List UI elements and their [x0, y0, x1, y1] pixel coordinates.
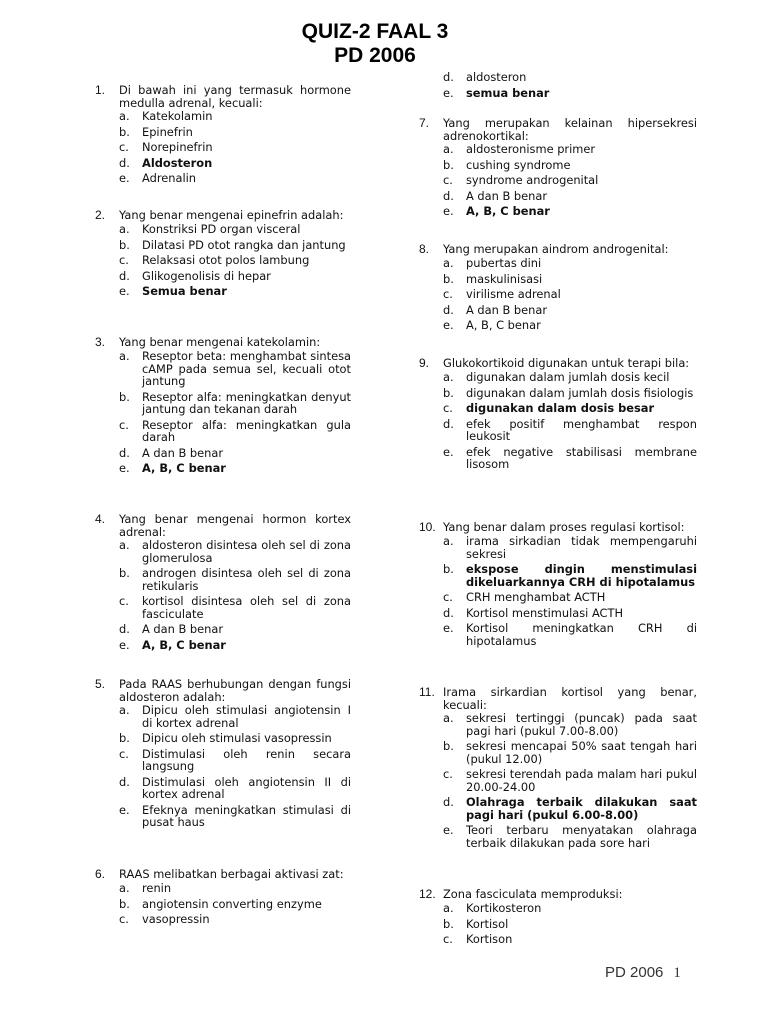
- option-letter: d.: [443, 70, 454, 84]
- option-letter: d.: [443, 605, 454, 620]
- question-text: Yang merupakan aindrom androgenital:: [443, 242, 669, 256]
- question-block: [95, 868, 351, 929]
- option-letter: b.: [119, 237, 130, 252]
- option-letter: a.: [119, 881, 130, 895]
- option-letter: d.: [443, 302, 454, 317]
- option-list: [95, 223, 351, 298]
- question-block: [95, 209, 351, 301]
- option-list: [419, 902, 697, 946]
- option-letter: c.: [443, 767, 453, 781]
- option-list: [95, 350, 351, 475]
- option-letter: d.: [119, 445, 130, 460]
- option-item: [419, 622, 697, 647]
- option-letter: a.: [443, 901, 454, 915]
- option-item: [95, 157, 351, 170]
- option-letter: e.: [119, 284, 130, 298]
- option-text: cushing syndrome: [466, 157, 571, 172]
- option-list: [419, 71, 697, 99]
- option-letter: c.: [443, 173, 453, 187]
- page-footer: [605, 964, 681, 982]
- option-letter: c.: [119, 417, 129, 432]
- question-block: [419, 357, 697, 474]
- option-letter: e.: [119, 802, 130, 817]
- question-stem: [419, 686, 697, 711]
- question-text: Yang benar dalam proses regulasi kortisol:: [443, 520, 685, 534]
- option-item: [95, 270, 351, 283]
- question-stem: [95, 336, 351, 349]
- option-text: sekresi terendah pada malam hari pukul 20.00-24.00: [466, 767, 697, 794]
- option-item: [95, 285, 351, 298]
- option-letter: b.: [119, 731, 130, 745]
- option-text: maskulinisasi: [466, 271, 543, 286]
- option-letter: e.: [119, 171, 130, 185]
- option-text: efek negative stabilisasi membrane lisosom: [466, 444, 697, 471]
- option-list: [95, 539, 351, 651]
- option-text: Relaksasi otot polos lambung: [142, 253, 310, 267]
- option-list: [95, 704, 351, 829]
- option-letter: e.: [443, 621, 454, 635]
- option-item: [95, 447, 351, 460]
- option-letter: c.: [443, 401, 453, 415]
- option-text: A dan B benar: [466, 188, 548, 203]
- option-text: Kortisol: [466, 916, 509, 931]
- option-text: digunakan dalam jumlah dosis fisiologis: [466, 385, 694, 400]
- option-text-answer: A, B, C benar: [466, 204, 550, 218]
- option-item: [419, 319, 697, 332]
- option-letter: a.: [443, 711, 454, 725]
- option-letter: c.: [119, 912, 129, 926]
- question-stem: [419, 888, 697, 901]
- option-letter: e.: [443, 823, 454, 837]
- option-text-answer: Aldosteron: [142, 155, 213, 170]
- option-item: [419, 768, 697, 793]
- option-item: [419, 387, 697, 400]
- option-text: syndrome androgenital: [466, 173, 599, 187]
- option-text: Glikogenolisis di hepar: [142, 268, 271, 283]
- option-list: [419, 712, 697, 849]
- option-letter: e.: [443, 444, 454, 459]
- option-item: [419, 371, 697, 384]
- option-text: Teori terbaru menyatakan olahraga terbaik dilakukan pada sore hari: [466, 823, 697, 850]
- footer-label: PD 2006: [605, 964, 664, 981]
- option-letter: b.: [443, 385, 454, 400]
- option-item: [419, 933, 697, 946]
- question-number: 12.: [419, 887, 436, 901]
- option-letter: b.: [119, 896, 130, 911]
- option-text: efek positif menghambat respon leukosit: [466, 416, 697, 443]
- option-item: [95, 126, 351, 139]
- option-item: [95, 223, 351, 236]
- option-text: A, B, C benar: [466, 318, 541, 332]
- option-letter: b.: [443, 916, 454, 931]
- option-item: [95, 110, 351, 123]
- question-block: [419, 70, 697, 102]
- option-text: Reseptor alfa: meningkatkan gula darah: [142, 417, 351, 444]
- option-text: Reseptor beta: menghambat sintesa cAMP pada semua sel, kecuali otot jantung: [142, 349, 351, 388]
- option-text-answer: Olahraga terbaik dilakukan saat pagi hari (pukul 6.00-8.00): [466, 795, 697, 822]
- option-item: [95, 567, 351, 592]
- question-text: Yang benar mengenai epinefrin adalah:: [119, 208, 344, 222]
- question-text: Yang benar mengenai katekolamin:: [119, 335, 321, 349]
- option-item: [419, 902, 697, 915]
- option-item: [419, 740, 697, 765]
- question-block: [95, 336, 351, 478]
- option-item: [419, 257, 697, 270]
- option-text: A dan B benar: [142, 445, 224, 460]
- option-letter: d.: [443, 795, 454, 809]
- option-item: [419, 143, 697, 156]
- question-number: 8.: [419, 242, 430, 256]
- option-text: Distimulasi oleh renin secara langsung: [142, 746, 351, 773]
- question-stem: [419, 521, 697, 534]
- option-letter: e.: [443, 85, 454, 100]
- option-letter: d.: [119, 622, 130, 636]
- quiz-subtitle: PD 2006: [334, 44, 416, 67]
- option-list: [95, 110, 351, 185]
- question-text: Yang benar mengenai hormon kortex adrenal:: [119, 512, 351, 539]
- option-item: [419, 288, 697, 301]
- option-item: [419, 712, 697, 737]
- option-text: A dan B benar: [142, 622, 224, 636]
- option-letter: a.: [119, 349, 130, 363]
- option-letter: a.: [443, 256, 454, 270]
- option-text: aldosteron: [466, 70, 527, 84]
- option-item: [95, 539, 351, 564]
- question-stem: [95, 513, 351, 538]
- question-number: 1.: [95, 83, 106, 97]
- option-text: sekresi mencapai 50% saat tengah hari (pukul 12.00): [466, 739, 697, 766]
- option-text-answer: Semua benar: [142, 284, 227, 298]
- option-text: Katekolamin: [142, 109, 213, 123]
- option-item: [419, 446, 697, 471]
- option-text: Norepinefrin: [142, 140, 213, 154]
- option-item: [419, 304, 697, 317]
- option-item: [419, 174, 697, 187]
- option-text: aldosteron disintesa oleh sel di zona glomerulosa: [142, 538, 351, 565]
- question-number: 2.: [95, 208, 106, 222]
- question-number: 3.: [95, 335, 106, 349]
- option-text-answer: A, B, C benar: [142, 461, 226, 475]
- option-letter: e.: [443, 318, 454, 332]
- option-letter: a.: [443, 370, 454, 384]
- question-stem: [95, 209, 351, 222]
- option-item: [95, 391, 351, 416]
- option-item: [95, 776, 351, 801]
- option-text: aldosteronisme primer: [466, 142, 596, 156]
- option-text-answer: ekspose dingin menstimulasi dikeluarkannya CRH di hipotalamus: [466, 562, 697, 589]
- option-item: [95, 254, 351, 267]
- option-item: [95, 419, 351, 444]
- question-number: 4.: [95, 512, 106, 526]
- question-stem: [419, 243, 697, 256]
- option-list: [419, 257, 697, 332]
- option-letter: b.: [443, 157, 454, 172]
- option-item: [95, 704, 351, 729]
- question-text: RAAS melibatkan berbagai aktivasi zat:: [119, 867, 344, 881]
- option-item: [419, 591, 697, 604]
- question-stem: [95, 678, 351, 703]
- option-list: [95, 882, 351, 926]
- option-text: Konstriksi PD organ visceral: [142, 222, 301, 236]
- question-number: 5.: [95, 677, 106, 691]
- option-letter: d.: [119, 774, 130, 789]
- question-block: [95, 513, 351, 654]
- option-text-answer: semua benar: [466, 85, 550, 100]
- option-item: [419, 535, 697, 560]
- option-text: Dipicu oleh stimulasi vasopressin: [142, 731, 332, 745]
- option-text: Adrenalin: [142, 171, 197, 185]
- question-stem: [419, 357, 697, 370]
- option-text: Kortisol meningkatkan CRH di hipotalamus: [466, 621, 697, 648]
- option-letter: b.: [119, 566, 130, 580]
- option-letter: e.: [119, 461, 130, 475]
- question-number: 7.: [419, 116, 430, 130]
- option-item: [95, 239, 351, 252]
- option-item: [95, 882, 351, 895]
- option-letter: a.: [119, 703, 130, 717]
- option-item: [419, 563, 697, 588]
- option-letter: b.: [443, 562, 454, 576]
- option-text: Dipicu oleh stimulasi angiotensin I di kortex adrenal: [142, 703, 351, 730]
- option-letter: d.: [443, 188, 454, 203]
- option-text: androgen disintesa oleh sel di zona retikularis: [142, 566, 351, 593]
- option-letter: d.: [119, 268, 130, 283]
- option-letter: c.: [119, 594, 129, 608]
- question-number: 6.: [95, 867, 106, 881]
- option-letter: c.: [119, 253, 129, 267]
- option-text: Distimulasi oleh angiotensin II di kortex adrenal: [142, 774, 351, 801]
- option-list: [419, 535, 697, 647]
- option-item: [95, 804, 351, 829]
- option-item: [419, 918, 697, 931]
- option-text: Kortikosteron: [466, 901, 542, 915]
- option-letter: d.: [119, 155, 130, 170]
- question-number: 9.: [419, 356, 430, 370]
- question-number: 11.: [419, 685, 435, 699]
- option-text: irama sirkadian tidak mempengaruhi sekresi: [466, 534, 697, 561]
- option-item: [95, 732, 351, 745]
- option-text: virilisme adrenal: [466, 287, 561, 301]
- option-letter: a.: [119, 222, 130, 236]
- question-text: Pada RAAS berhubungan dengan fungsi aldosteron adalah:: [119, 677, 351, 704]
- question-block: [419, 888, 697, 949]
- option-item: [95, 913, 351, 926]
- question-stem: [95, 868, 351, 881]
- option-item: [95, 639, 351, 652]
- question-text: Glukokortikoid digunakan untuk terapi bila:: [443, 356, 690, 370]
- question-text: Zona fasciculata memproduksi:: [443, 887, 623, 901]
- option-item: [419, 205, 697, 218]
- question-stem: [95, 84, 351, 109]
- option-letter: a.: [443, 534, 454, 548]
- option-letter: e.: [119, 637, 130, 652]
- option-item: [95, 748, 351, 773]
- question-text: Di bawah ini yang termasuk hormone medulla adrenal, kecuali:: [119, 83, 351, 110]
- option-text: A dan B benar: [466, 302, 548, 317]
- option-item: [95, 350, 351, 388]
- option-letter: a.: [443, 142, 454, 156]
- page-number: 1: [673, 965, 681, 981]
- option-text: Reseptor alfa: meningkatkan denyut jantung dan tekanan darah: [142, 389, 351, 416]
- option-letter: c.: [443, 932, 453, 946]
- option-text: Dilatasi PD otot rangka dan jantung: [142, 237, 346, 252]
- option-text: Efeknya meningkatkan stimulasi di pusat haus: [142, 802, 351, 829]
- option-letter: c.: [119, 140, 129, 154]
- option-text: kortisol disintesa oleh sel di zona fasciculate: [142, 594, 351, 621]
- option-item: [419, 71, 697, 84]
- option-item: [419, 607, 697, 620]
- question-block: [419, 117, 697, 221]
- option-letter: e.: [443, 204, 454, 218]
- option-text: pubertas dini: [466, 256, 542, 270]
- option-letter: a.: [119, 109, 130, 123]
- option-item: [419, 273, 697, 286]
- question-block: [95, 84, 351, 188]
- option-text: Epinefrin: [142, 124, 193, 139]
- option-letter: c.: [443, 287, 453, 301]
- option-letter: a.: [119, 538, 130, 552]
- question-text: Irama sirkardian kortisol yang benar, kecuali:: [443, 685, 697, 712]
- option-item: [419, 418, 697, 443]
- option-item: [95, 623, 351, 636]
- option-letter: b.: [443, 271, 454, 286]
- option-text: digunakan dalam jumlah dosis kecil: [466, 370, 670, 384]
- question-block: [419, 521, 697, 650]
- option-list: [419, 143, 697, 218]
- question-block: [419, 686, 697, 852]
- option-item: [95, 898, 351, 911]
- question-number: 10.: [419, 520, 436, 534]
- option-text: renin: [142, 881, 172, 895]
- option-letter: d.: [443, 416, 454, 431]
- option-item: [419, 190, 697, 203]
- option-item: [419, 402, 697, 415]
- option-text-answer: digunakan dalam dosis besar: [466, 401, 655, 415]
- option-text: sekresi tertinggi (puncak) pada saat pagi hari (pukul 7.00-8.00): [466, 711, 697, 738]
- option-item: [95, 172, 351, 185]
- option-item: [95, 141, 351, 154]
- option-item: [95, 462, 351, 475]
- question-block: [419, 243, 697, 335]
- option-text: CRH menghambat ACTH: [466, 590, 606, 604]
- option-letter: c.: [119, 746, 129, 761]
- option-text: Kortisol menstimulasi ACTH: [466, 605, 624, 620]
- option-text: vasopressin: [142, 912, 210, 926]
- option-text: angiotensin converting enzyme: [142, 896, 322, 911]
- option-letter: b.: [443, 739, 454, 753]
- option-item: [419, 824, 697, 849]
- option-letter: b.: [119, 124, 130, 139]
- option-text-answer: A, B, C benar: [142, 637, 226, 652]
- option-text: Kortison: [466, 932, 513, 946]
- option-item: [419, 159, 697, 172]
- quiz-title: QUIZ-2 FAAL 3: [301, 20, 449, 43]
- option-letter: c.: [443, 590, 453, 604]
- option-list: [419, 371, 697, 471]
- question-stem: [419, 117, 697, 142]
- question-block: [95, 678, 351, 832]
- option-item: [95, 595, 351, 620]
- option-item: [419, 87, 697, 100]
- question-text: Yang merupakan kelainan hipersekresi adrenokortikal:: [443, 116, 697, 143]
- option-letter: b.: [119, 389, 130, 404]
- option-item: [419, 796, 697, 821]
